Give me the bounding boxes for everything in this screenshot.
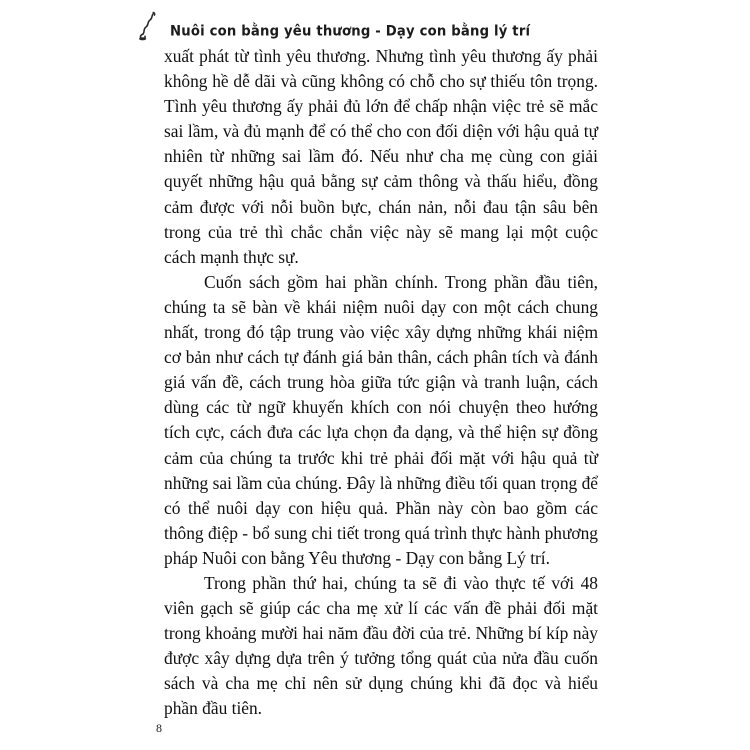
page-number: 8	[156, 721, 162, 735]
paragraph-part-one: Cuốn sách gồm hai phần chính. Trong phần đầu tiên, chúng ta sẽ bàn về khái niệm nuôi dạy con một cách chung nhất, trong đó tập trung vào việc xây dựng những khái niệm cơ bản như cách tự đánh giá bản thân, cách phân tích và đánh giá vấn đề, cách trung hòa giữa tức giận và tranh luận, cách dùng các từ ngữ khuyến khích con nói chuyện theo hướng tích cực, cách đưa các lựa chọn đa dạng, và thể hiện sự đồng cảm của chúng ta trước khi trẻ phải đối mặt với hậu quả từ những sai lầm của chúng. Đây là những điều tối quan trọng để có thể nuôi dạy con hiệu quả. Phần này còn bao gồm các thông điệp - bổ sung chi tiết trong quá trình thực hành phương pháp Nuôi con bằng Yêu thương - Dạy con bằng Lý trí.	[164, 271, 598, 568]
running-header-title: Nuôi con bằng yêu thương - Dạy con bằng lý trí	[170, 23, 531, 40]
paragraph-continuation: xuất phát từ tình yêu thương. Nhưng tình yêu thương ấy phải không hề dễ dãi và cũng không có chỗ cho sự thiếu tôn trọng. Tình yêu thương ấy phải đủ lớn để chấp nhận việc trẻ sẽ mắc sai lầm, và đủ mạnh để có thể cho con đối diện với hậu quả tự nhiên từ những sai lầm đó. Nếu như cha mẹ cùng con giải quyết những hậu quả bằng sự cảm thông và thấu hiểu, đồng cảm được với nỗi buồn bực, chán nản, nỗi đau tận sâu bên trong của trẻ thì chắc chắn việc này sẽ mang lại một cuộc cách mạnh thực sự.	[164, 46, 598, 267]
paragraph-part-two: Trong phần thứ hai, chúng ta sẽ đi vào thực tế với 48 viên gạch sẽ giúp các cha mẹ xử lí các vấn đề phải đối mặt trong khoảng mười hai năm đầu đời của trẻ. Những bí kíp này được xây dựng dựa trên ý tưởng tổng quát của nửa đầu cuốn sách và cha mẹ chỉ nên sử dụng chúng khi đã đọc và hiểu phần đầu tiên.	[164, 572, 598, 719]
body-text-column	[164, 44, 598, 722]
flourish-ornament-icon	[132, 10, 166, 44]
running-header	[132, 10, 602, 44]
